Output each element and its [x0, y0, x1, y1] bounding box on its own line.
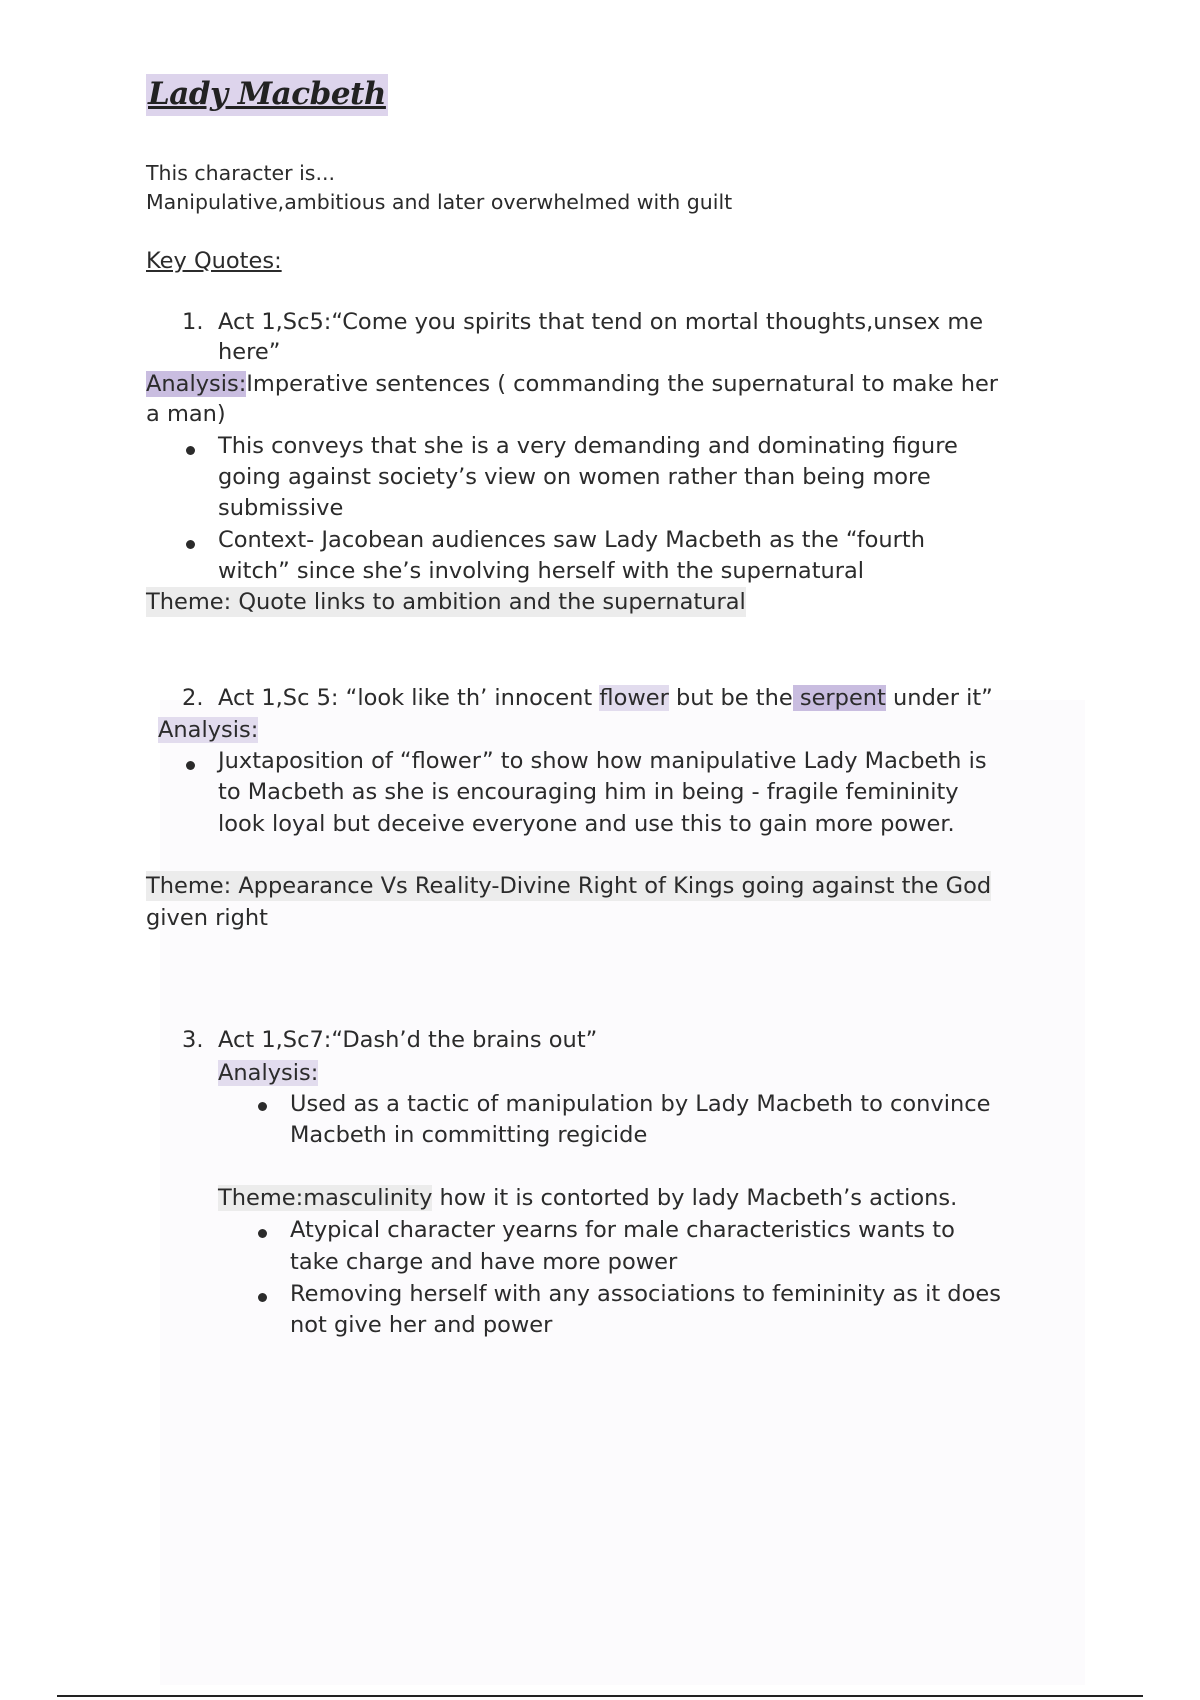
quote-1-theme: Theme: Quote links to ambition and the supernatural [146, 589, 746, 615]
quote-2-bullet-1-line-3: look loyal but deceive everyone and use this to gain more power. [218, 811, 955, 837]
quote-2-text-part-3: under it” [885, 685, 993, 711]
key-quotes-heading: Key Quotes: [146, 248, 282, 274]
bottom-divider [57, 1695, 1143, 1697]
quote-1-bullet-1-line-2: going against society’s view on women rather than being more [218, 464, 931, 490]
bullet-icon [258, 1229, 267, 1238]
quote-1-bullet-2-line-1: Context- Jacobean audiences saw Lady Macbeth as the “fourth [218, 527, 926, 553]
quote-3-theme [218, 1183, 957, 1213]
quote-3-bullet-1-line-2: Macbeth in committing regicide [290, 1122, 648, 1148]
quote-2-analysis [158, 715, 258, 745]
quote-3-bullet-2-line-2: take charge and have more power [290, 1249, 678, 1275]
quote-1-bullet-2-line-2: witch” since she’s involving herself with the supernatural [218, 558, 865, 584]
quote-1-bullet-1-line-1: This conveys that she is a very demanding and dominating figure [218, 433, 958, 459]
quote-2-flower-highlight: flower [599, 685, 669, 711]
quote-1-number: 1. [182, 309, 204, 335]
quote-2-text-part-1: Act 1,Sc 5: “look like th’ innocent [218, 685, 600, 711]
quote-3-bullet-2-line-1: Atypical character yearns for male characteristics wants to [290, 1217, 955, 1243]
quote-1-analysis-line-2: a man) [146, 401, 226, 427]
quote-1-analysis-label: Analysis: [146, 371, 247, 397]
quote-1-analysis-text: Imperative sentences ( commanding the supernatural to make her [246, 371, 999, 397]
quote-1-analysis [146, 369, 998, 399]
quote-3-theme-label: Theme:masculinity [218, 1185, 433, 1211]
quote-3-number: 3. [182, 1027, 204, 1053]
quote-3-text: Act 1,Sc7:“Dash’d the brains out” [218, 1027, 598, 1053]
quote-1-text-line-1: Act 1,Sc5:“Come you spirits that tend on mortal thoughts,unsex me [218, 309, 984, 335]
quote-2-bullet-1-line-2: to Macbeth as she is encouraging him in being - fragile femininity [218, 779, 959, 805]
bullet-icon [258, 1293, 267, 1302]
quote-2-bullet-1-line-1: Juxtaposition of “flower” to show how manipulative Lady Macbeth is [218, 748, 987, 774]
quote-2-analysis-label: Analysis: [158, 717, 259, 743]
quote-3-bullet-3-line-1: Removing herself with any associations to femininity as it does [290, 1281, 1001, 1307]
intro-line-1: This character is... [146, 161, 336, 185]
page-title: Lady Macbeth [146, 74, 388, 116]
bullet-icon [186, 761, 195, 770]
bullet-icon [186, 540, 195, 549]
quote-2-text [218, 683, 993, 713]
quote-3-theme-text: how it is contorted by lady Macbeth’s actions. [432, 1185, 958, 1211]
intro-line-2: Manipulative,ambitious and later overwhelmed with guilt [146, 190, 733, 214]
quote-1-bullet-1-line-3: submissive [218, 495, 344, 521]
quote-2-theme-line-1: Theme: Appearance Vs Reality-Divine Right of Kings going against the God [146, 873, 992, 899]
quote-1-text-line-2: here” [218, 339, 281, 365]
quote-2-number: 2. [182, 685, 204, 711]
quote-3-analysis [218, 1058, 318, 1088]
quote-2-text-part-2: but be the [668, 685, 793, 711]
quote-2-serpent-highlight: serpent [792, 685, 886, 711]
bullet-icon [186, 446, 195, 455]
quote-2-theme-line-2: given right [146, 905, 268, 931]
bullet-icon [258, 1102, 267, 1111]
quote-3-analysis-label: Analysis: [218, 1060, 319, 1086]
quote-3-bullet-3-line-2: not give her and power [290, 1312, 553, 1338]
quote-3-bullet-1-line-1: Used as a tactic of manipulation by Lady Macbeth to convince [290, 1091, 991, 1117]
